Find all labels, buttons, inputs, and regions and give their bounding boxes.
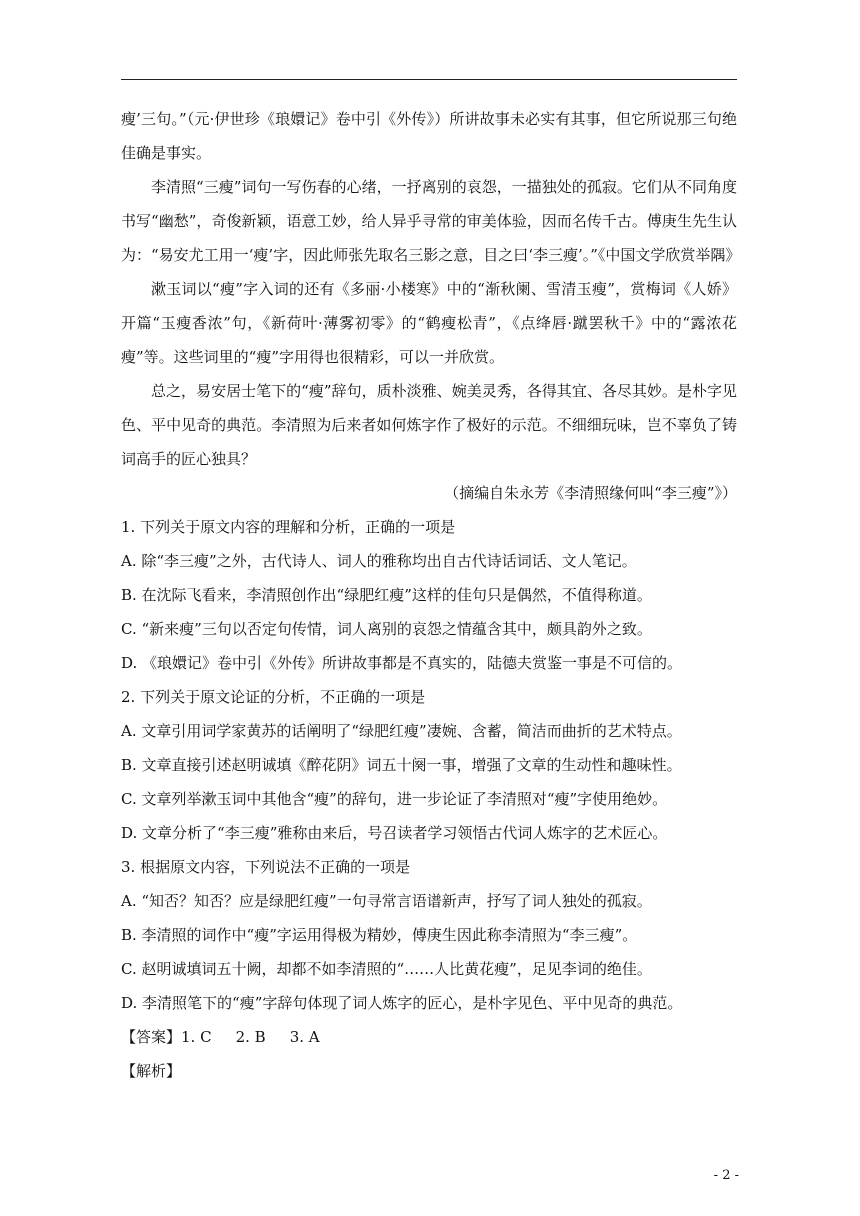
option-c: C. 赵明诚填词五十阙，却都不如李清照的“……人比黄花瘦”，足见李词的绝佳。 (121, 960, 652, 978)
source-citation: （摘编自朱永芳《李清照缘何叫“李三瘦”》） (444, 484, 737, 502)
option-d: D. 李清照笔下的“瘦”字辞句体现了词人炼字的匠心，是朴字见色、平中见奇的典范。 (121, 994, 683, 1012)
paragraph-4: 总之，易安居士笔下的“瘦”辞句，质朴淡雅、婉美灵秀，各得其宜、各尽其妙。是朴字见色、平中见奇的典范。李清照为后来者如何炼字作了极好的示范。不细细玩味，岂不辜负了铸词高手的匠心独具？ (121, 382, 737, 468)
option-d: D. 《琅嬛记》卷中引《外传》所讲故事都是不真实的，陆德夫赏鉴一事是不可信的。 (121, 654, 683, 672)
option-b: B. 在沈际飞看来，李清照创作出“绿肥红瘦”这样的佳句只是偶然，不值得称道。 (121, 586, 652, 604)
option-b: B. 文章直接引述赵明诚填《醉花阴》词五十阕一事，增强了文章的生动性和趣味性。 (121, 756, 682, 774)
question-2 (121, 680, 737, 850)
header-rule (121, 79, 737, 80)
option-c: C. “新来瘦”三句以否定句传情，词人离别的哀怨之情蕴含其中，颇具韵外之致。 (121, 620, 652, 638)
answer-item: 3. A (289, 1028, 320, 1046)
question-stem: 2. 下列关于原文论证的分析，不正确的一项是 (121, 688, 426, 706)
option-a: A. 文章引用词学家黄苏的话阐明了“绿肥红瘦”凄婉、含蓄，简洁而曲折的艺术特点。 (121, 722, 682, 740)
option-c: C. 文章列举漱玉词中其他含“瘦”的辞句，进一步论证了李清照对“瘦”字使用绝妙。 (121, 790, 668, 808)
answer-item: 2. B (235, 1028, 266, 1046)
paragraph-1: 瘦’三句。”（元·伊世珍《琅嬛记》卷中引《外传》）所讲故事未必实有其事，但它所说那三句绝佳确是事实。 (121, 110, 737, 162)
paragraph-3: 漱玉词以“瘦”字入词的还有《多丽·小楼寒》中的“渐秋阑、雪清玉瘦”，赏梅词《人娇》开篇“玉瘦香浓”句，《新荷叶·薄雾初零》的“鹤瘦松青”，《点绛唇·蹴罢秋千》中的“露浓花瘦”等。这些词里的“瘦”字用得也很精彩，可以一并欣赏。 (121, 280, 737, 366)
article-body (121, 102, 741, 1088)
option-a: A. “知否？知否？应是绿肥红瘦”一句寻常言语谱新声，抒写了词人独处的孤寂。 (121, 892, 652, 910)
question-3 (121, 850, 737, 1020)
question-stem: 1. 下列关于原文内容的理解和分析，正确的一项是 (121, 518, 456, 536)
paragraph-2: 李清照“三瘦”词句一写伤春的心绪，一抒离别的哀怨，一描独处的孤寂。它们从不同角度书写“幽愁”，奇俊新颖，语意工妙，给人异乎寻常的审美体验，因而名传千古。傅庚生先生认为：“易安尤工用一‘瘦’字，因此师张先取名三影之意，目之曰‘李三瘦’。”《中国文学欣赏举隅》 (121, 178, 741, 264)
question-1 (121, 510, 737, 680)
question-stem: 3. 根据原文内容，下列说法不正确的一项是 (121, 858, 411, 876)
page-number: - 2 - (713, 1168, 739, 1183)
answer-item: 1. C (181, 1028, 212, 1046)
answer-line (121, 1020, 737, 1054)
answer-label: 【答案】 (121, 1028, 182, 1046)
option-a: A. 除“李三瘦”之外，古代诗人、词人的雅称均出自古代诗话词话、文人笔记。 (121, 552, 637, 570)
option-b: B. 李清照的词作中“瘦”字运用得极为精妙，傅庚生因此称李清照为“李三瘦”。 (121, 926, 638, 944)
analysis-label: 【解析】 (121, 1062, 182, 1080)
option-d: D. 文章分析了“李三瘦”雅称由来后，号召读者学习领悟古代词人炼字的艺术匠心。 (121, 824, 668, 842)
